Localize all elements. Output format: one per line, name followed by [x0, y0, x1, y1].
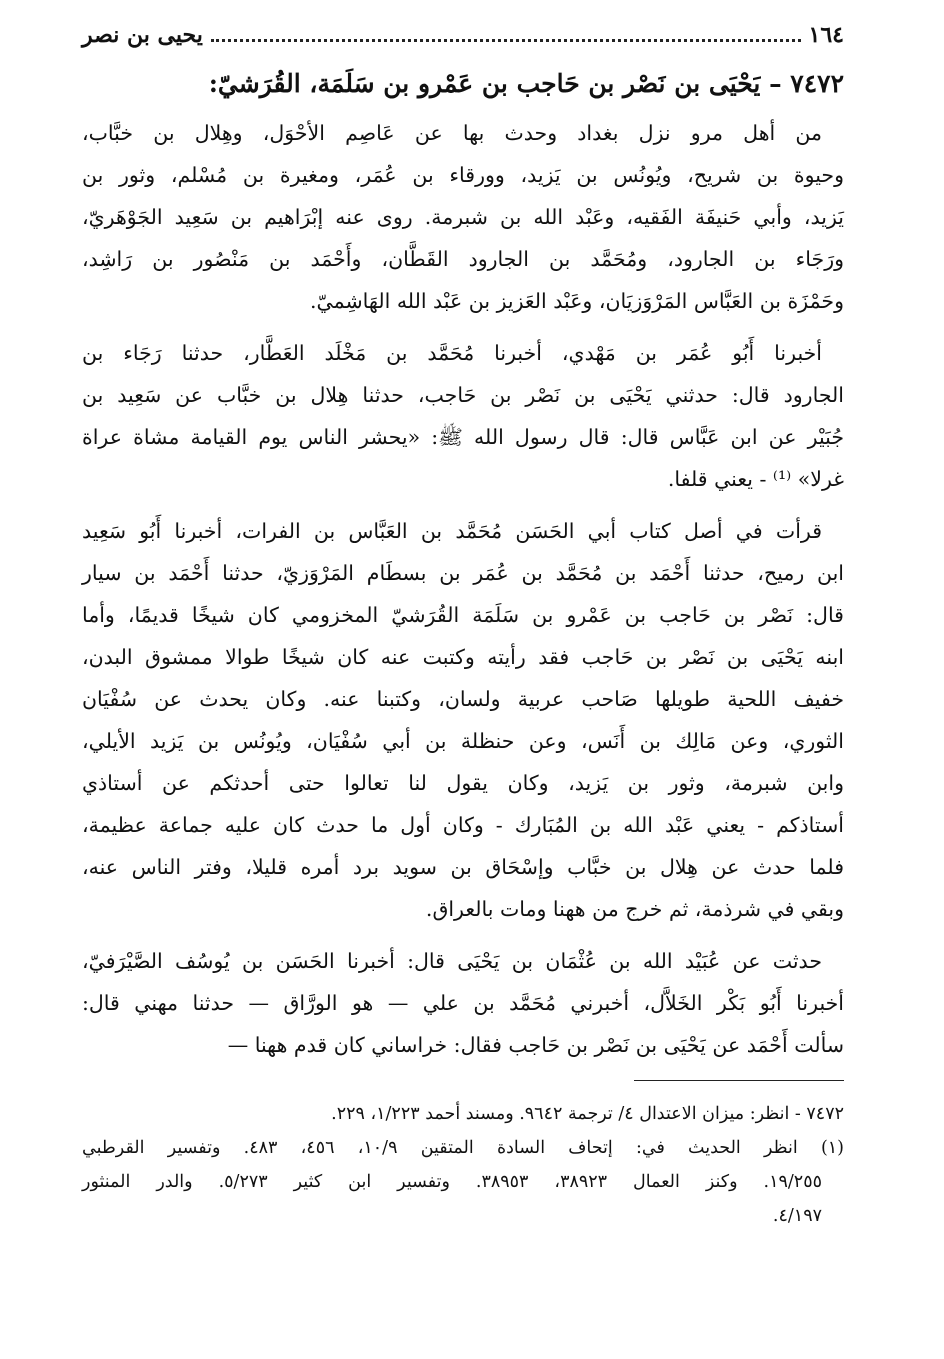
paragraph	[82, 332, 844, 500]
text-line: حدثت عن عُبَيْد الله بن عُثْمَان بن يَحْيَى قال: أخبرنا الحَسَن بن يُوسُف الصَّيْرَفيّ،	[82, 949, 822, 973]
footnote-line: ١٩/٢٥٥. وكنز العمال ٣٨٩٢٣، ٣٨٩٥٣. وتفسير ابن كثير ٥/٢٧٣. والدر المنثور	[82, 1172, 822, 1192]
text-line: قرأت في أصل كتاب أبي الحَسَن مُحَمَّد بن العَبَّاس بن الفرات، أخبرنا أَبُو سَعِيد	[82, 519, 822, 543]
paragraph	[82, 112, 844, 322]
text-line: أستاذكم - يعني عَبْد الله بن المُبَارك - وكان أول ما حدث كان عليه جماعة عظيمة،	[82, 813, 844, 837]
text-line: يَزيد، وأبي حَنيفَة الفَقيه، وعَبْد الله بن شبرمة. روى عنه إبْرَاهيم بن سَعِيد الجَوْهَريّ،	[82, 205, 844, 229]
text-line: ابن رميح، حدثنا أَحْمَد بن مُحَمَّد بن عُمَر بن بسطَام المَرْوَزيّ، حدثنا أَحْمَد بن سيار	[82, 561, 844, 585]
text-line: وابن شبرمة، وثور بن يَزيد، وكان يقول لنا تعالوا حتى أحدثكم عن أستاذي	[82, 771, 844, 795]
text-line: الثوري، وعن مَالِك بن أَنَس، وعن حنظلة بن أبي سُفْيَان، ويُونُس بن يَزيد الأيلي،	[82, 729, 844, 753]
text-line: أخبرنا أَبُو بَكْر الخَلاَّل، أخبرني مُحَمَّد بن علي — هو الورَّاق — حدثنا مهني قال:	[82, 991, 844, 1015]
page-header	[82, 22, 844, 58]
paragraph	[82, 510, 844, 930]
text-line: جُبَيْر عن ابن عَبَّاس قال: قال رسول الله ﷺ: «يحشر الناس يوم القيامة مشاة عراة	[82, 425, 844, 449]
page-number: ١٦٤	[808, 22, 844, 48]
paragraph	[82, 940, 844, 1066]
text-line: ابنه يَحْيَى بن نَصْر بن حَاجب فقد رأيته وكتبت عنه كان شيخًا طوالا ممشوق البدن،	[82, 645, 844, 669]
text-line: وبقي في شرذمة، ثم خرج من ههنا ومات بالعراق.	[425, 897, 844, 921]
footnotes	[82, 1097, 844, 1233]
text-line: خفيف اللحية طويلها صَاحب عربية ولسان، وكتبنا عنه. وكان يحدث عن سُفْيَان	[82, 687, 844, 711]
body-text	[82, 112, 844, 1066]
footnote-line: ٤/١٩٧.	[772, 1206, 822, 1226]
text-line: سألت أَحْمَد عن يَحْيَى بن نَصْر بن حَاجب فقال: خراساني كان قدم ههنا —	[227, 1033, 844, 1057]
footnote-separator	[634, 1080, 844, 1081]
text-line: من أهل مرو نزل بغداد وحدث بها عن عَاصِم الأحْوَل، وهِلال بن خبَّاب،	[82, 121, 822, 145]
running-title: يحيى بن نصر	[82, 22, 203, 48]
text-line: قال: نَصْر بن حَاجب بن عَمْرو بن سَلَمَة القُرَشيّ المخزومي كان شيخًا قديمًا، وأما	[82, 603, 844, 627]
text-line: ورَجَاء بن الجارود، ومُحَمَّد بن الجارود القَطَّان، وأَحْمَد بن مَنْصُور بن رَاشِد،	[82, 247, 844, 271]
footnote	[82, 1131, 844, 1233]
footnote	[82, 1097, 844, 1131]
text-line: أخبرنا أَبُو عُمَر بن مَهْدي، أخبرنا مُحَمَّد بن مَخْلَد العَطَّار، حدثنا رَجَاء بن	[82, 341, 822, 365]
header-dotted-leader	[211, 39, 801, 42]
text-line: وحَمْزَة بن العَبَّاس المَرْوَزيَان، وعَبْد العَزيز بن عَبْد الله الهَاشِميّ.	[310, 289, 844, 313]
entry-title: ٧٤٧٢ – يَحْيَى بن نَصْر بن حَاجب بن عَمْرو بن سَلَمَة، القُرَشيّ:	[208, 69, 844, 98]
text-line: الجارود قال: حدثني يَحْيَى بن نَصْر بن حَاجب، حدثنا هِلال بن خبَّاب عن سَعِيد بن	[82, 383, 844, 407]
book-page	[82, 22, 844, 1233]
footnote-line: ٧٤٧٢ - انظر: ميزان الاعتدال ٤/ ترجمة ٩٦٤٢. ومسند أحمد ١/٢٢٣، ٢٢٩.	[331, 1104, 844, 1124]
text-line: غرلا» ⁽¹⁾ - يعني قلفا.	[667, 467, 844, 491]
text-line: فلما حدث عن هِلال بن خبَّاب وإسْحَاق بن سويد برد أمره قليلا، وفتر الناس عنه،	[82, 855, 844, 879]
text-line: وحيوة بن شريح، ويُونُس بن يَزيد، وورقاء بن عُمَر، ومغيرة بن مُسْلم، وثور بن	[82, 163, 844, 187]
footnote-line: (١) انظر الحديث في: إتحاف السادة المتقين ١٠/٩، ٤٥٦، ٤٨٣. وتفسير القرطبي	[82, 1138, 844, 1158]
